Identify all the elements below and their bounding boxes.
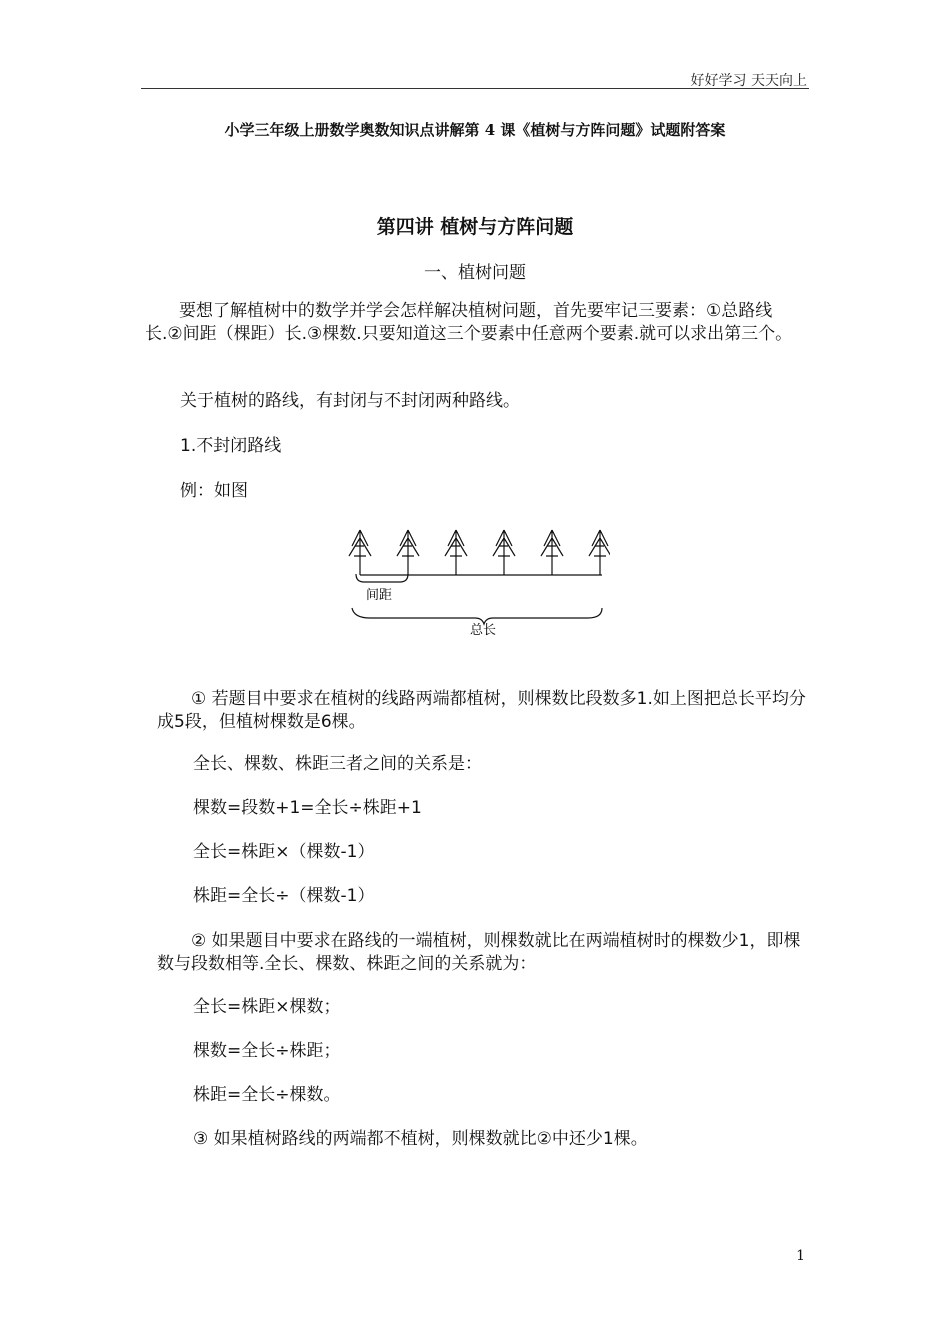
section-title: 一、植树问题	[424, 263, 526, 283]
page-number: 1	[796, 1248, 805, 1264]
case-3-paragraph: ③ 如果植树路线的两端都不植树，则棵数就比②中还少1棵。	[193, 1129, 648, 1149]
header-divider	[141, 88, 809, 89]
total-label: 总长	[470, 623, 497, 638]
lecture-title: 第四讲 植树与方阵问题	[376, 216, 574, 238]
tree-icon	[589, 530, 610, 575]
subsection-heading: 1.不封闭路线	[180, 436, 282, 456]
tree-route-diagram	[340, 520, 610, 645]
route-intro: 关于植树的路线，有封闭与不封闭两种路线。	[180, 391, 520, 411]
tree-icon	[493, 530, 515, 575]
tree-row	[349, 530, 610, 575]
total-brace	[352, 608, 602, 624]
formula-row: 株距=全长÷（棵数-1）	[193, 886, 375, 906]
case-2-paragraph: ② 如果题目中要求在路线的一端植树，则棵数就比在两端植树时的棵数少1，即棵数与段数相等.全长、棵数、株距之间的关系就为：	[157, 931, 801, 974]
formula-row: 株距=全长÷棵数。	[193, 1085, 341, 1105]
tree-icon	[445, 530, 467, 575]
document-title: 小学三年级上册数学奥数知识点讲解第 4 课《植树与方阵问题》试题附答案	[224, 121, 726, 139]
formula-row: 全长=株距×（棵数-1）	[193, 842, 375, 862]
formula-row: 棵数=全长÷株距；	[193, 1041, 341, 1061]
formula-row: 全长=株距×棵数；	[193, 997, 341, 1017]
tree-icon	[349, 530, 371, 575]
formula-row: 棵数=段数+1=全长÷株距+1	[193, 798, 422, 818]
tree-icon	[541, 530, 563, 575]
tree-icon	[397, 530, 419, 575]
relation-intro: 全长、棵数、株距三者之间的关系是：	[193, 754, 482, 774]
header-text: 好好学习 天天向上	[690, 73, 807, 89]
example-label: 例：如图	[180, 481, 248, 501]
spacing-label: 间距	[366, 588, 393, 603]
intro-paragraph: 要想了解植树中的数学并学会怎样解决植树问题，首先要牢记三要素：①总路线长.②间距（棵距）长.③棵数.只要知道这三个要素中任意两个要素.就可以求出第三个。	[145, 301, 793, 344]
case-1-paragraph: ① 若题目中要求在植树的线路两端都植树，则棵数比段数多1.如上图把总长平均分成5段，但植树棵数是6棵。	[157, 689, 806, 732]
